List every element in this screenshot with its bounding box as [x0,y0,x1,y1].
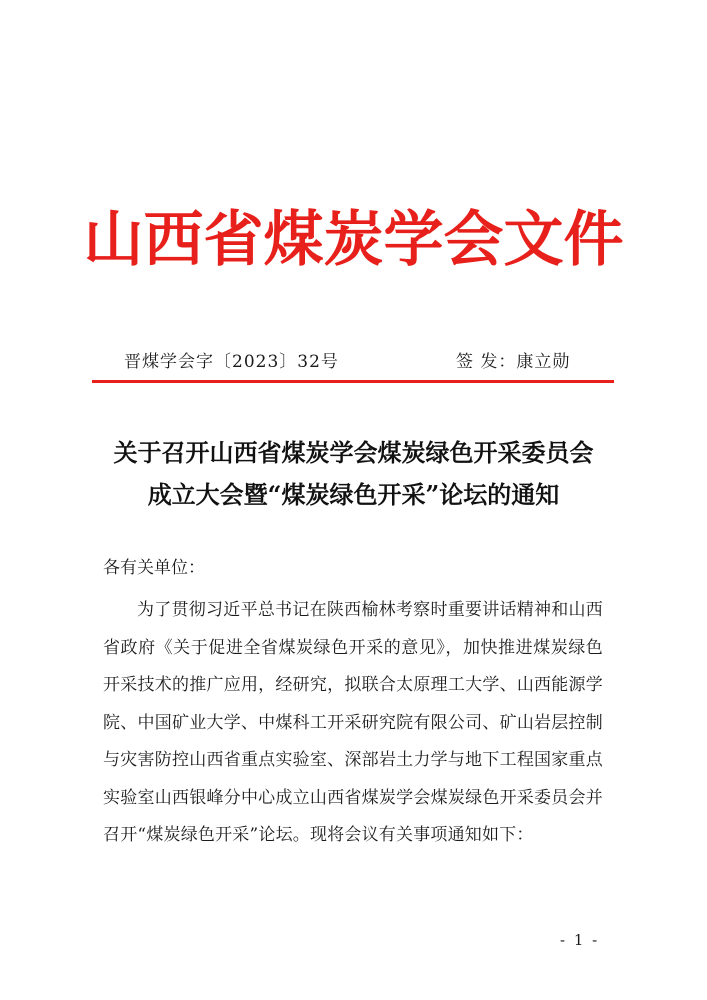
signer-label: 签 发： [456,352,517,372]
document-meta-row [0,347,707,377]
body-paragraph: 为了贯彻习近平总书记在陕西榆林考察时重要讲话精神和山西省政府《关于促进全省煤炭绿色开采的意见》，加快推进煤炭绿色开采技术的推广应用，经研究，拟联合太原理工大学、山西能源学院、中国矿业大学、中煤科工开采研究院有限公司、矿山岩层控制与灾害防控山西省重点实验室、深部岩土力学与地下工程国家重点实验室山西银峰分中心成立山西省煤炭学会煤炭绿色开采委员会并召开“煤炭绿色开采”论坛。现将会议有关事项通知如下： [103,600,603,845]
salutation: 各有关单位： [103,558,205,578]
document-header-title: 山西省煤炭学会文件 [83,205,624,275]
signer-block [456,347,570,377]
signer-name: 康立勋 [516,352,571,372]
header-divider [92,380,614,383]
document-number: 晋煤学会字〔2023〕32号 [124,352,339,372]
document-title [0,432,707,516]
document-title-line-1: 关于召开山西省煤炭学会煤炭绿色开采委员会 [113,438,594,467]
document-title-line-2: 成立大会暨“煤炭绿色开采”论坛的通知 [147,480,560,509]
page-number: - 1 - [560,931,600,949]
